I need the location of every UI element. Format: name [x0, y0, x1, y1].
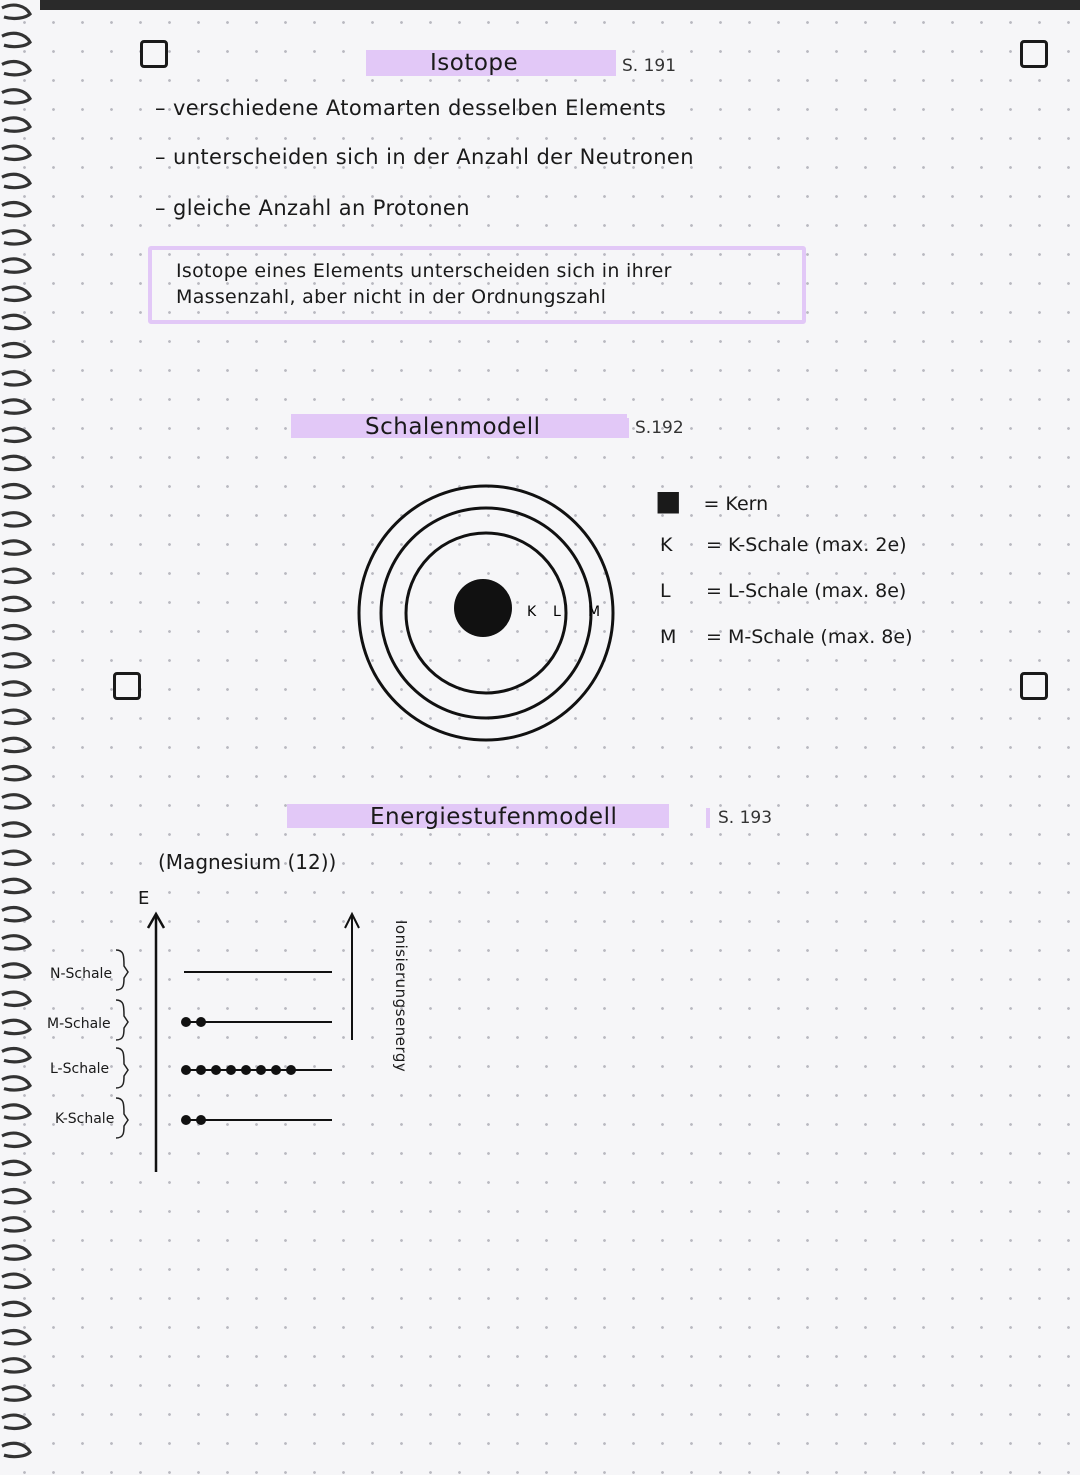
spiral-ring: [2, 738, 30, 751]
energy-axis-label: E: [138, 888, 150, 909]
spiral-ring: [2, 823, 30, 836]
spiral-ring: [2, 1190, 30, 1203]
level-bracket: [116, 950, 128, 990]
spiral-ring: [2, 146, 30, 159]
spiral-ring: [2, 400, 30, 413]
definition-line-1: Isotope eines Elements unterscheiden sich in ihrer: [176, 260, 672, 282]
spiral-ring: [2, 795, 30, 808]
spiral-ring: [2, 1020, 30, 1033]
spiral-ring: [2, 1359, 30, 1372]
spiral-ring: [2, 626, 30, 639]
spiral-ring: [2, 1161, 30, 1174]
spiral-ring: [2, 428, 30, 441]
spiral-ring: [2, 1443, 30, 1456]
spiral-ring: [2, 710, 30, 723]
corner-mark-bottom-right: [1020, 672, 1048, 700]
electron-dot: [196, 1115, 206, 1125]
spiral-ring: [2, 344, 30, 357]
spiral-ring: [2, 597, 30, 610]
spiral-ring: [2, 1133, 30, 1146]
legend-kern: ■ = Kern: [655, 484, 769, 517]
electron-dot: [226, 1065, 236, 1075]
spiral-ring: [2, 5, 30, 18]
spiral-ring: [2, 569, 30, 582]
spiral-ring: [2, 1274, 30, 1287]
spiral-ring: [2, 1246, 30, 1259]
spiral-ring: [2, 456, 30, 469]
electron-dot: [181, 1065, 191, 1075]
spiral-ring: [2, 62, 30, 75]
spiral-ring: [2, 174, 30, 187]
electron-dot: [181, 1115, 191, 1125]
spiral-ring: [2, 90, 30, 103]
level-label-l: L-Schale: [50, 1061, 110, 1077]
element-label: (Magnesium (12)): [158, 850, 337, 874]
spiral-ring: [2, 231, 30, 244]
spiral-ring: [2, 372, 30, 385]
energiestufen-title: Energiestufenmodell: [370, 804, 618, 830]
energy-level-diagram: [40, 900, 440, 1180]
spiral-ring: [2, 1049, 30, 1062]
isotope-title: Isotope: [430, 50, 519, 76]
shell-label-l: L: [553, 604, 561, 620]
electron-dot: [211, 1065, 221, 1075]
isotope-definition-box: [148, 246, 806, 324]
ionization-energy-label: Ionisierungsenergy: [392, 920, 410, 1073]
spiral-ring: [2, 315, 30, 328]
spiral-ring: [2, 964, 30, 977]
shell-model-diagram: [355, 482, 617, 744]
spiral-ring: [2, 879, 30, 892]
electron-dot: [196, 1017, 206, 1027]
spiral-binding: [0, 0, 38, 1475]
spiral-ring: [2, 767, 30, 780]
isotope-page-ref: S. 191: [610, 56, 676, 76]
level-bracket: [116, 1000, 128, 1040]
definition-line-2: Massenzahl, aber nicht in der Ordnungszahl: [176, 286, 607, 308]
spiral-ring: [2, 908, 30, 921]
corner-mark-top-left: [140, 40, 168, 68]
spiral-ring: [2, 118, 30, 131]
shell-label-k: K: [527, 604, 537, 620]
spiral-ring: [2, 485, 30, 498]
corner-mark-top-right: [1020, 40, 1048, 68]
level-label-m: M-Schale: [47, 1016, 111, 1032]
spiral-ring: [2, 682, 30, 695]
electron-dot: [241, 1065, 251, 1075]
spiral-ring: [2, 541, 30, 554]
isotope-bullet-1: – verschiedene Atomarten desselben Elements: [155, 96, 667, 120]
electron-dot: [286, 1065, 296, 1075]
level-label-n: N-Schale: [50, 966, 113, 982]
isotope-bullet-2: – unterscheiden sich in der Anzahl der Neutronen: [155, 145, 694, 169]
spiral-ring: [2, 1218, 30, 1231]
energiestufen-page-ref: S. 193: [706, 808, 772, 828]
isotope-bullet-3: – gleiche Anzahl an Protonen: [155, 196, 470, 220]
legend-l-schale: L = L-Schale (max. 8e): [660, 580, 907, 602]
electron-dot: [271, 1065, 281, 1075]
spiral-ring: [2, 851, 30, 864]
page-top-edge: [40, 0, 1080, 10]
spiral-ring: [2, 513, 30, 526]
spiral-ring: [2, 33, 30, 46]
spiral-ring: [2, 936, 30, 949]
level-bracket: [116, 1048, 128, 1088]
spiral-ring: [2, 1302, 30, 1315]
spiral-ring: [2, 259, 30, 272]
spiral-ring: [2, 1105, 30, 1118]
level-label-k: K-Schale: [55, 1111, 115, 1127]
spiral-ring: [2, 1387, 30, 1400]
schalenmodell-title: Schalenmodell: [365, 414, 541, 440]
electron-dot: [256, 1065, 266, 1075]
spiral-ring: [2, 1331, 30, 1344]
spiral-ring: [2, 287, 30, 300]
shell-label-m: M: [588, 604, 601, 620]
nucleus: [454, 579, 512, 637]
electron-dot: [196, 1065, 206, 1075]
spiral-ring: [2, 1077, 30, 1090]
legend-k-schale: K = K-Schale (max. 2e): [660, 534, 907, 556]
level-bracket: [116, 1098, 128, 1138]
spiral-ring: [2, 992, 30, 1005]
spiral-ring: [2, 203, 30, 216]
corner-mark-bottom-left: [113, 672, 141, 700]
electron-dot: [181, 1017, 191, 1027]
spiral-ring: [2, 1415, 30, 1428]
schalenmodell-page-ref: S.192: [625, 418, 684, 438]
spiral-ring: [2, 654, 30, 667]
legend-m-schale: M = M-Schale (max. 8e): [660, 626, 913, 648]
